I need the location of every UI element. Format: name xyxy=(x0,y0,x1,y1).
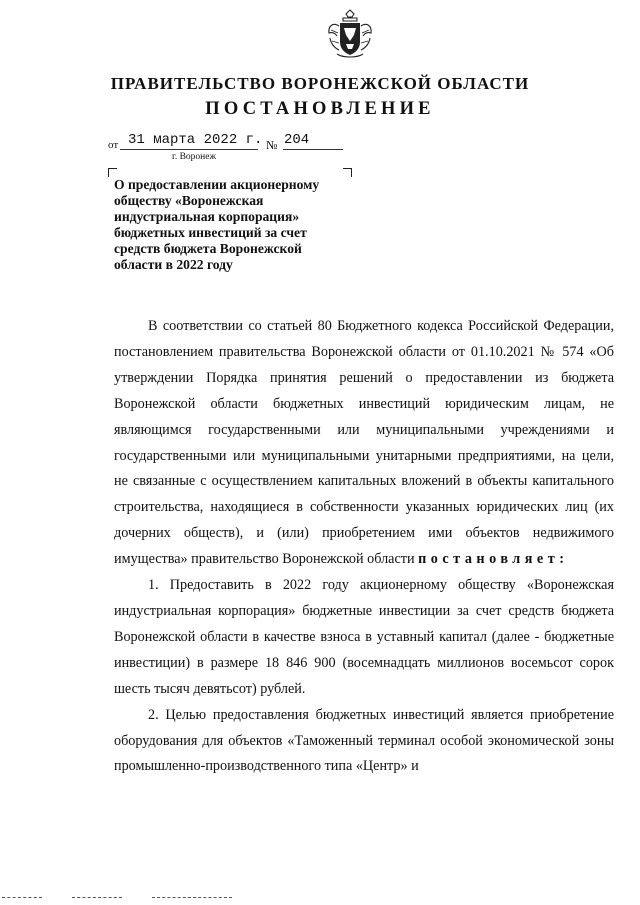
subject-line: области в 2022 году xyxy=(114,257,233,272)
subject-line: О предоставлении акционерному xyxy=(114,177,320,192)
paragraph-2: 2. Целью предоставления бюджетных инвестиций является приобретение оборудования для объектов «Таможенный терминал особой экономической зоны промышленно-производственного типа «Центр» и xyxy=(114,706,614,775)
document-subject xyxy=(114,177,364,273)
document-number: 204 xyxy=(284,132,310,148)
preamble-paragraph xyxy=(114,314,614,573)
government-title: ПРАВИТЕЛЬСТВО ВОРОНЕЖСКОЙ ОБЛАСТИ xyxy=(110,74,530,93)
resolves-word: постановляет: xyxy=(418,551,569,568)
document-date: 31 марта 2022 г. xyxy=(128,132,263,148)
page-footer-rule xyxy=(2,897,242,901)
number-underline xyxy=(283,149,343,150)
paragraph-1: 1. Предоставить в 2022 году акционерному обществу «Воронежская индустриальная корпорация» бюджетные инвестиции за счет средств бюджета Воронежской области в качестве взноса в уставный капитал (далее - бюджетные инвестиции) в размере 18 846 900 (восемнадцать миллионов восемьсот сорок шесть тысяч девятьсот) рублей. xyxy=(114,577,614,697)
subject-line: индустриальная корпорация» xyxy=(114,209,300,224)
date-label: от xyxy=(108,139,119,151)
date-underline xyxy=(120,149,258,150)
subject-right-bracket xyxy=(343,168,352,177)
number-label: № xyxy=(266,138,278,152)
coat-of-arms-icon xyxy=(325,8,375,62)
preamble-text: В соответствии со статьей 80 Бюджетного кодекса Российской Федерации, постановлением правительства Воронежской области от 01.10.2021 № 574 «Об утверждении Порядка принятия решений о предоставлении из бюджета Воронежской области бюджетных инвестиций юридическим лицам, не являющимся государственными или муниципальными учреждениями и государственными или муниципальными унитарными предприятиями, на цели, не связанные с осуществлением капитальных вложений в объекты капитального строительства, находящиеся в собственности указанных юридических лиц (их дочерних обществ), и (или) приобретением ими объектов недвижимого имущества» правительство Воронежской области xyxy=(114,318,614,568)
subject-line: средств бюджета Воронежской xyxy=(114,241,302,256)
document-body xyxy=(114,314,614,780)
subject-line: обществу «Воронежская xyxy=(114,193,264,208)
subject-line: бюджетных инвестиций за счет xyxy=(114,225,307,240)
subject-left-bracket xyxy=(108,168,117,177)
city-label: г. Воронеж xyxy=(172,152,217,162)
document-type-heading: ПОСТАНОВЛЕНИЕ xyxy=(205,99,435,119)
date-number-line xyxy=(108,130,348,164)
